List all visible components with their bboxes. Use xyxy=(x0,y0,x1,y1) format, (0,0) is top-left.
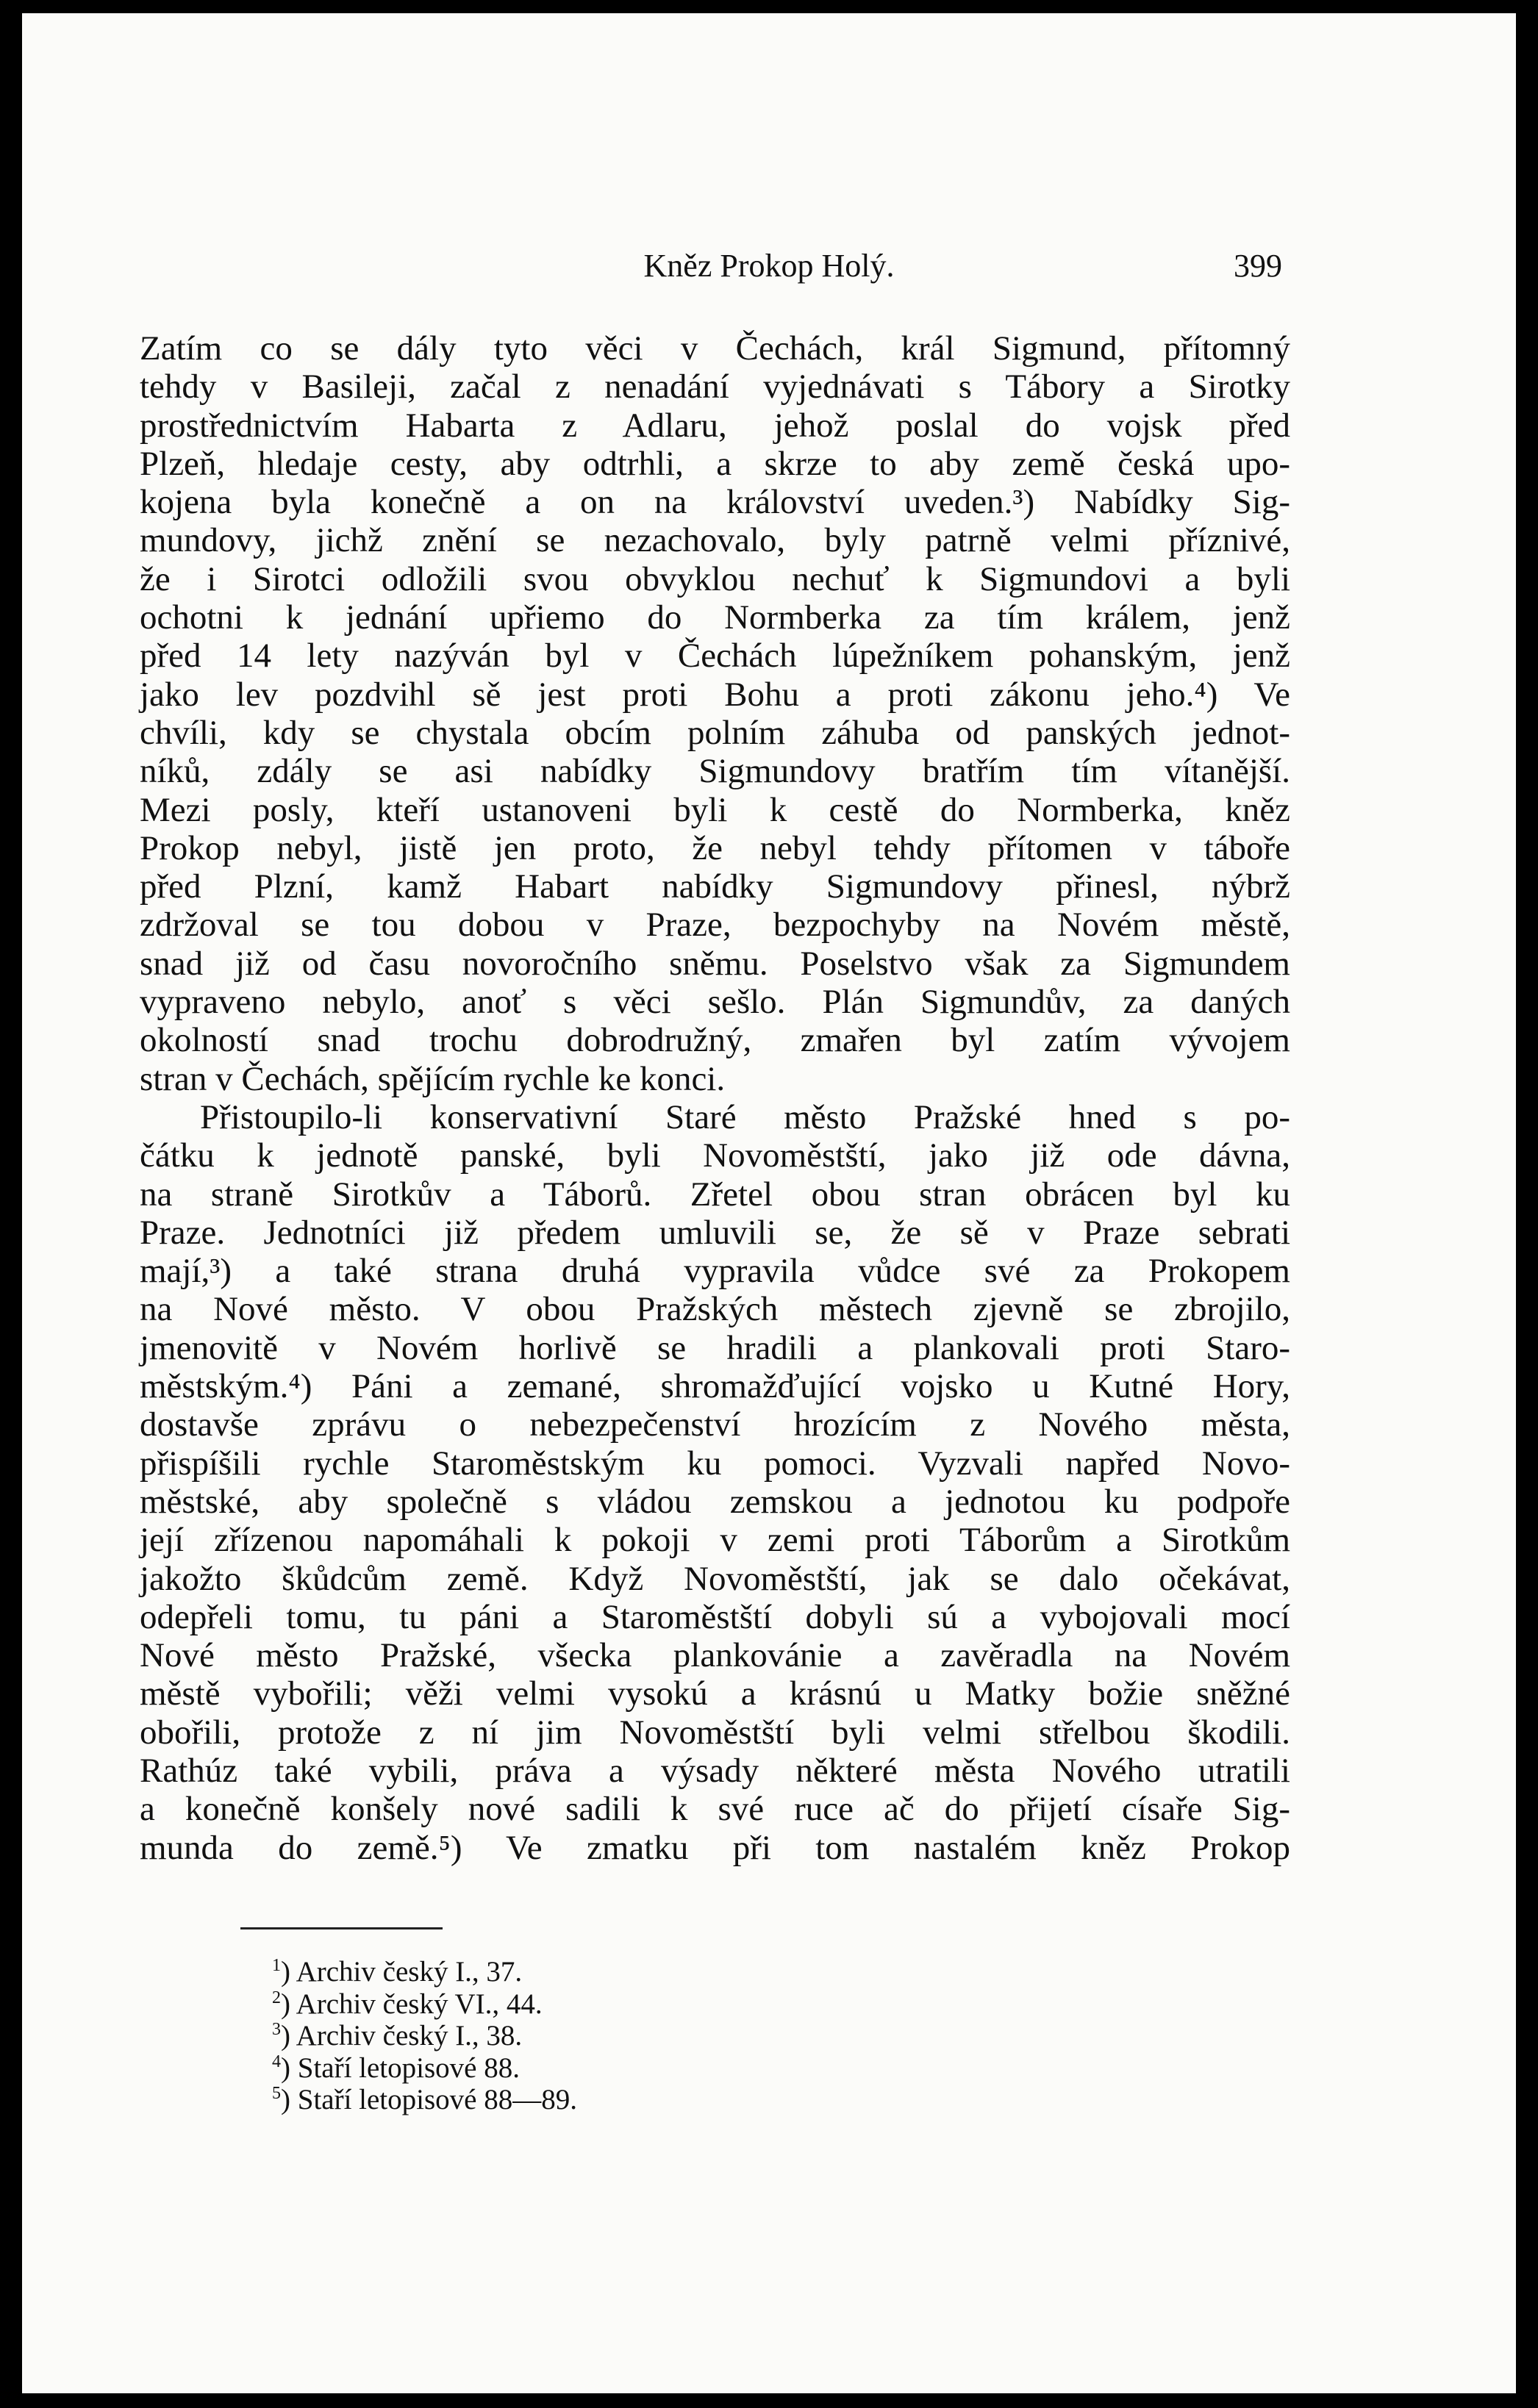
text-line: přispíšili rychle Staroměstským ku pomoci. Vyzvali napřed Novo- xyxy=(140,1444,1290,1483)
footnote-rule xyxy=(240,1927,443,1929)
text-line: Nové město Pražské, všecka plankovánie a zavěradla na Novém xyxy=(140,1636,1290,1675)
footnote: $^5$) Staří letopisové 88—89. xyxy=(272,2084,577,2115)
footnote-mark: 3 xyxy=(272,2020,281,2039)
text-line: vypraveno nebylo, anoť s věci sešlo. Plán Sigmundův, za daných xyxy=(140,983,1290,1022)
footnotes xyxy=(272,1950,577,2115)
text-line: Přistoupilo-li konservativní Staré město Pražské hned s po- xyxy=(200,1097,1290,1136)
text-line: a konečně konšely nové sadili k své ruce ač do přijetí císaře Sig- xyxy=(140,1790,1290,1829)
text-line: zdržoval se tou dobou v Praze, bezpochyby na Novém městě, xyxy=(140,906,1290,945)
text-line: dostavše zprávu o nebezpečenství hrozícím z Nového města, xyxy=(140,1405,1290,1444)
text-line: jakožto škůdcům země. Když Novoměstští, jak se dalo očekávat, xyxy=(140,1559,1290,1598)
footnote-mark: 1 xyxy=(272,1956,281,1975)
text-line: že i Sirotci odložili svou obvyklou nechuť k Sigmundovi a byli xyxy=(140,559,1290,598)
text-line: munda do země.⁵) Ve zmatku při tom nastalém kněz Prokop xyxy=(140,1828,1290,1867)
text-line: mají,³) a také strana druhá vypravila vůdce své za Prokopem xyxy=(140,1252,1290,1291)
page-number: 399 xyxy=(1234,248,1282,284)
text-line: před Plzní, kamž Habart nabídky Sigmundovy přinesl, nýbrž xyxy=(140,867,1290,906)
footnote: $^3$) Archiv český I., 38. xyxy=(272,2020,523,2052)
text-line: před 14 lety nazýván byl v Čechách lúpežníkem pohanským, jenž xyxy=(140,637,1290,676)
text-line: Rathúz také vybili, práva a výsady některé města Nového utratili xyxy=(140,1751,1290,1790)
footnote-text: Staří letopisové 88—89. xyxy=(297,2084,577,2115)
text-line: čátku k jednotě panské, byli Novoměstští, jako již ode dávna, xyxy=(140,1136,1290,1175)
text-line: jako lev pozdvihl sě jest proti Bohu a proti zákonu jeho.⁴) Ve xyxy=(140,675,1290,714)
text-line: městské, aby společně s vládou zemskou a jednotou ku podpoře xyxy=(140,1482,1290,1521)
text-line: prostřednictvím Habarta z Adlaru, jehož poslal do vojsk před xyxy=(140,406,1290,445)
text-line: na Nové město. V obou Pražských městech zjevně se zbrojilo, xyxy=(140,1290,1290,1329)
footnote-text: Staří letopisové 88. xyxy=(297,2052,520,2084)
text-line: mundovy, jichž znění se nezachovalo, byly patrně velmi příznivé, xyxy=(140,521,1290,560)
footnote-mark: 4 xyxy=(272,2052,281,2071)
text-line: níků, zdály se asi nabídky Sigmundovy bratřím tím vítanější. xyxy=(140,752,1290,791)
footnote: $^2$) Archiv český VI., 44. xyxy=(272,1988,543,2020)
text-line: Zatím co se dály tyto věci v Čechách, král Sigmund, přítomný xyxy=(140,329,1290,368)
text-line: městě vybořili; věži velmi vysokú a krásnú u Matky božie sněžné xyxy=(140,1674,1290,1713)
text-line: jmenovitě v Novém horlivě se hradili a plankovali proti Staro- xyxy=(140,1328,1290,1367)
text-line: městským.⁴) Páni a zemané, shromažďující vojsko u Kutné Hory, xyxy=(140,1367,1290,1406)
text-line: na straně Sirotkův a Táborů. Zřetel obou stran obrácen byl ku xyxy=(140,1175,1290,1214)
footnote-mark: 2 xyxy=(272,1988,281,2007)
text-line: Praze. Jednotníci již předem umluvili se, že sě v Praze sebrati xyxy=(140,1213,1290,1252)
text-line: odepřeli tomu, tu páni a Staroměstští dobyli sú a vybojovali mocí xyxy=(140,1597,1290,1636)
footnote-text: Archiv český I., 38. xyxy=(296,2020,523,2052)
text-line: tehdy v Basileji, začal z nenadání vyjednávati s Tábory a Sirotky xyxy=(140,368,1290,406)
footnote-mark: 5 xyxy=(272,2084,281,2103)
text-line: Plzeň, hledaje cesty, aby odtrhli, a skrze to aby země česká upo- xyxy=(140,444,1290,483)
running-head xyxy=(22,247,1516,291)
text-line: kojena byla konečně a on na království uveden.³) Nabídky Sig- xyxy=(140,483,1290,522)
text-line: její zřízenou napomáhali k pokoji v zemi proti Táborům a Sirotkům xyxy=(140,1521,1290,1560)
text-line: Mezi posly, kteří ustanoveni byli k cestě do Normberka, kněz xyxy=(140,790,1290,829)
footnote: $^1$) Archiv český I., 37. xyxy=(272,1956,523,1988)
text-line: okolností snad trochu dobrodružný, zmařen byl zatím vývojem xyxy=(140,1021,1290,1060)
text-line: snad již od času novoročního sněmu. Poselstvo však za Sigmundem xyxy=(140,944,1290,983)
footnote: $^4$) Staří letopisové 88. xyxy=(272,2052,520,2084)
running-title: Kněz Prokop Holý. xyxy=(643,248,895,284)
footnote-text: Archiv český VI., 44. xyxy=(296,1988,543,2020)
text-line: stran v Čechách, spějícím rychle ke konci. xyxy=(140,1059,726,1098)
footnote-text: Archiv český I., 37. xyxy=(296,1956,523,1988)
text-line: Prokop nebyl, jistě jen proto, že nebyl tehdy přítomen v táboře xyxy=(140,828,1290,867)
book-page xyxy=(22,13,1516,2393)
text-line: ochotni k jednání upřiemo do Normberka za tím králem, jenž xyxy=(140,598,1290,637)
text-line: obořili, protože z ní jim Novoměstští byli velmi střelbou škodili. xyxy=(140,1713,1290,1752)
text-line: chvíli, kdy se chystala obcím polním záhuba od panských jednot- xyxy=(140,713,1290,752)
body-text xyxy=(140,329,1290,1867)
